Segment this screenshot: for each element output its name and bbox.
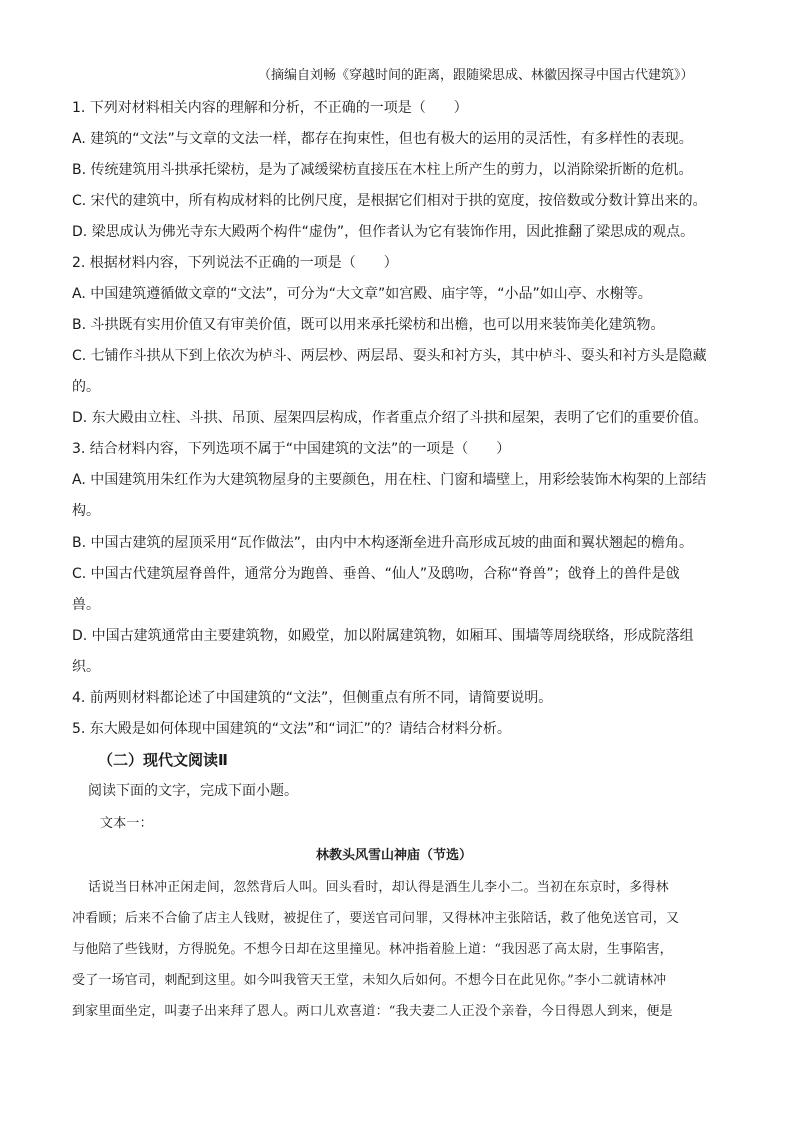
- section-instruction: 阅读下面的文字，完成下面小题。: [88, 783, 298, 799]
- question-3-option-a-line2: 构。: [72, 503, 100, 519]
- question-3-option-d-line2: 织。: [72, 659, 100, 675]
- question-3-option-b: B. 中国古建筑的屋顶采用“瓦作做法”，由内中木构逐渐垒进升高形成瓦坡的曲面和翼状翘起的檐角。: [72, 535, 694, 551]
- question-2-option-d: D. 东大殿由立柱、斗拱、吊顶、屋架四层构成，作者重点介绍了斗拱和屋架，表明了它们的重要价值。: [72, 410, 708, 426]
- text-label: 文本一：: [100, 816, 153, 831]
- passage-line: 受了一场官司，刺配到这里。如今叫我管天王堂，未知久后如何。不想今日在此见你。”李小二就请林冲: [72, 973, 667, 988]
- question-1-stem: 1. 下列对材料相关内容的理解和分析，不正确的一项是（ ）: [72, 100, 468, 116]
- question-2-option-b: B. 斗拱既有实用价值又有审美价值，既可以用来承托梁枋和出檐，也可以用来装饰美化建筑物。: [72, 317, 665, 333]
- question-2-stem: 2. 根据材料内容，下列说法不正确的一项是（ ）: [72, 255, 398, 271]
- question-1-option-a: A. 建筑的“文法”与文章的文法一样，都存在拘束性，但也有极大的运用的灵活性，有多样性的表现。: [72, 131, 693, 147]
- question-1-option-d: D. 梁思成认为佛光寺东大殿两个构件“虚伪”，但作者认为它有装饰作用，因此推翻了梁思成的观点。: [72, 224, 695, 240]
- passage-line: 到家里面坐定，叫妻子出来拜了恩人。两口儿欢喜道：“我夫妻二人正没个亲眷，今日得恩人到来，便是: [72, 1004, 673, 1019]
- passage-line: 话说当日林冲正闲走间，忽然背后人叫。回头看时，却认得是酒生儿李小二。当初在东京时，多得林: [88, 880, 669, 895]
- question-3-option-c-line2: 兽。: [72, 597, 100, 613]
- passage-line: 与他陪了些钱财，方得脱免。不想今日却在这里撞见。林冲指着脸上道：“我因恶了高太尉，生事陷害，: [72, 942, 673, 957]
- passage-line: 冲看顾；后来不合偷了店主人钱财，被捉住了，要送官司问罪，又得林冲主张陪话，救了他免送官司，又: [72, 911, 680, 926]
- question-3-option-c-line1: C. 中国古代建筑屋脊兽件，通常分为跑兽、垂兽、“仙人”及鸱吻，合称“脊兽”；戗脊上的兽件是戗: [72, 566, 680, 582]
- source-citation: （摘编自刘畅《穿越时间的距离，跟随梁思成、林徽因探寻中国古代建筑》）: [258, 68, 694, 83]
- question-2-option-a: A. 中国建筑遵循做文章的“文法”，可分为“大文章”如宫殿、庙宇等，“小品”如山亭、水榭等。: [72, 286, 652, 302]
- question-2-option-c-line2: 的。: [72, 379, 100, 395]
- section-heading: （二）现代文阅读Ⅱ: [98, 751, 228, 769]
- question-3-option-d-line1: D. 中国古建筑通常由主要建筑物，如殿堂，加以附属建筑物，如厢耳、围墙等周绕联络，形成院落组: [72, 628, 694, 644]
- question-1-option-b: B. 传统建筑用斗拱承托梁枋，是为了减缓梁枋直接压在木柱上所产生的剪力，以消除梁折断的危机。: [72, 162, 693, 178]
- question-3-option-a-line1: A. 中国建筑用朱红作为大建筑物屋身的主要颜色，用在柱、门窗和墙壁上，用彩绘装饰木构架的上部结: [72, 472, 707, 488]
- question-4: 4. 前两则材料都论述了中国建筑的“文法”，但侧重点有所不同，请简要说明。: [72, 690, 553, 706]
- question-2-option-c-line1: C. 七铺作斗拱从下到上依次为栌斗、两层杪、两层昂、耍头和衬方头，其中栌斗、耍头和衬方头是隐藏: [72, 348, 707, 364]
- question-5: 5. 东大殿是如何体现中国建筑的“文法”和“词汇”的？请结合材料分析。: [72, 721, 511, 737]
- question-3-stem: 3. 结合材料内容，下列选项不属于“中国建筑的文法”的一项是（ ）: [72, 441, 511, 457]
- passage-title: 林教头风雪山神庙（节选）: [316, 848, 473, 863]
- question-1-option-c: C. 宋代的建筑中，所有构成材料的比例尺度，是根据它们相对于拱的宽度，按倍数或分数计算出来的。: [72, 193, 707, 209]
